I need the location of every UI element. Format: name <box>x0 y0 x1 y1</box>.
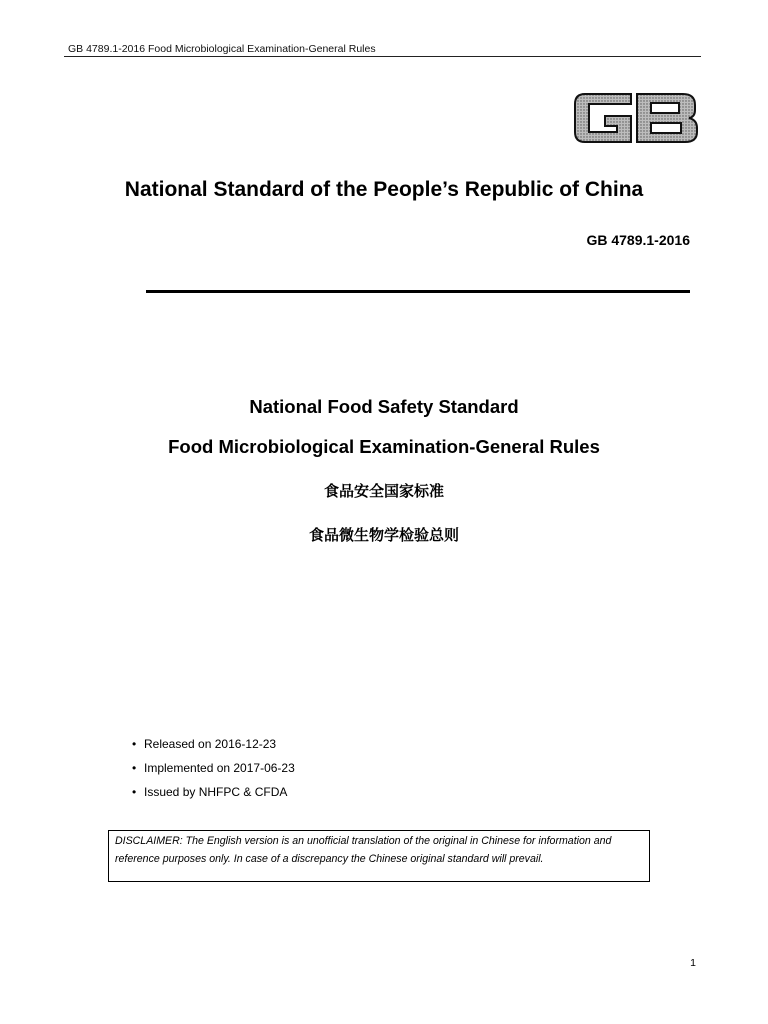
title-general-rules: Food Microbiological Examination-General Rules <box>168 436 600 457</box>
release-info-list <box>132 736 295 808</box>
main-title-text: National Standard of the People’s Republic of China <box>124 178 644 201</box>
list-item <box>132 784 295 808</box>
issuer: Issued by NHFPC & CFDA <box>144 785 288 799</box>
title-zh-food-safety-standard: 食品安全国家标准 <box>323 483 444 500</box>
list-item <box>132 736 295 760</box>
document-main-title <box>0 178 768 202</box>
bullet-icon: • <box>132 761 137 775</box>
title-food-safety-standard: National Food Safety Standard <box>249 396 519 417</box>
title-divider <box>146 290 690 293</box>
implementation-date: Implemented on 2017-06-23 <box>144 761 295 775</box>
gb-logo <box>571 88 701 148</box>
release-date: Released on 2016-12-23 <box>144 737 277 751</box>
bullet-icon: • <box>132 737 137 751</box>
running-header: GB 4789.1-2016 Food Microbiological Examination-General Rules <box>68 43 376 55</box>
title-zh-general-rules: 食品微生物学检验总则 <box>308 527 459 544</box>
bullet-icon: • <box>132 785 137 799</box>
disclaimer-box: DISCLAIMER: The English version is an unofficial translation of the original in Chinese for information and reference purposes only. In case of a discrepancy the Chinese original standard will prevail. <box>108 830 650 882</box>
list-item <box>132 760 295 784</box>
page-number: 1 <box>690 957 696 969</box>
standard-number: GB 4789.1-2016 <box>586 232 690 248</box>
header-divider <box>64 56 701 57</box>
